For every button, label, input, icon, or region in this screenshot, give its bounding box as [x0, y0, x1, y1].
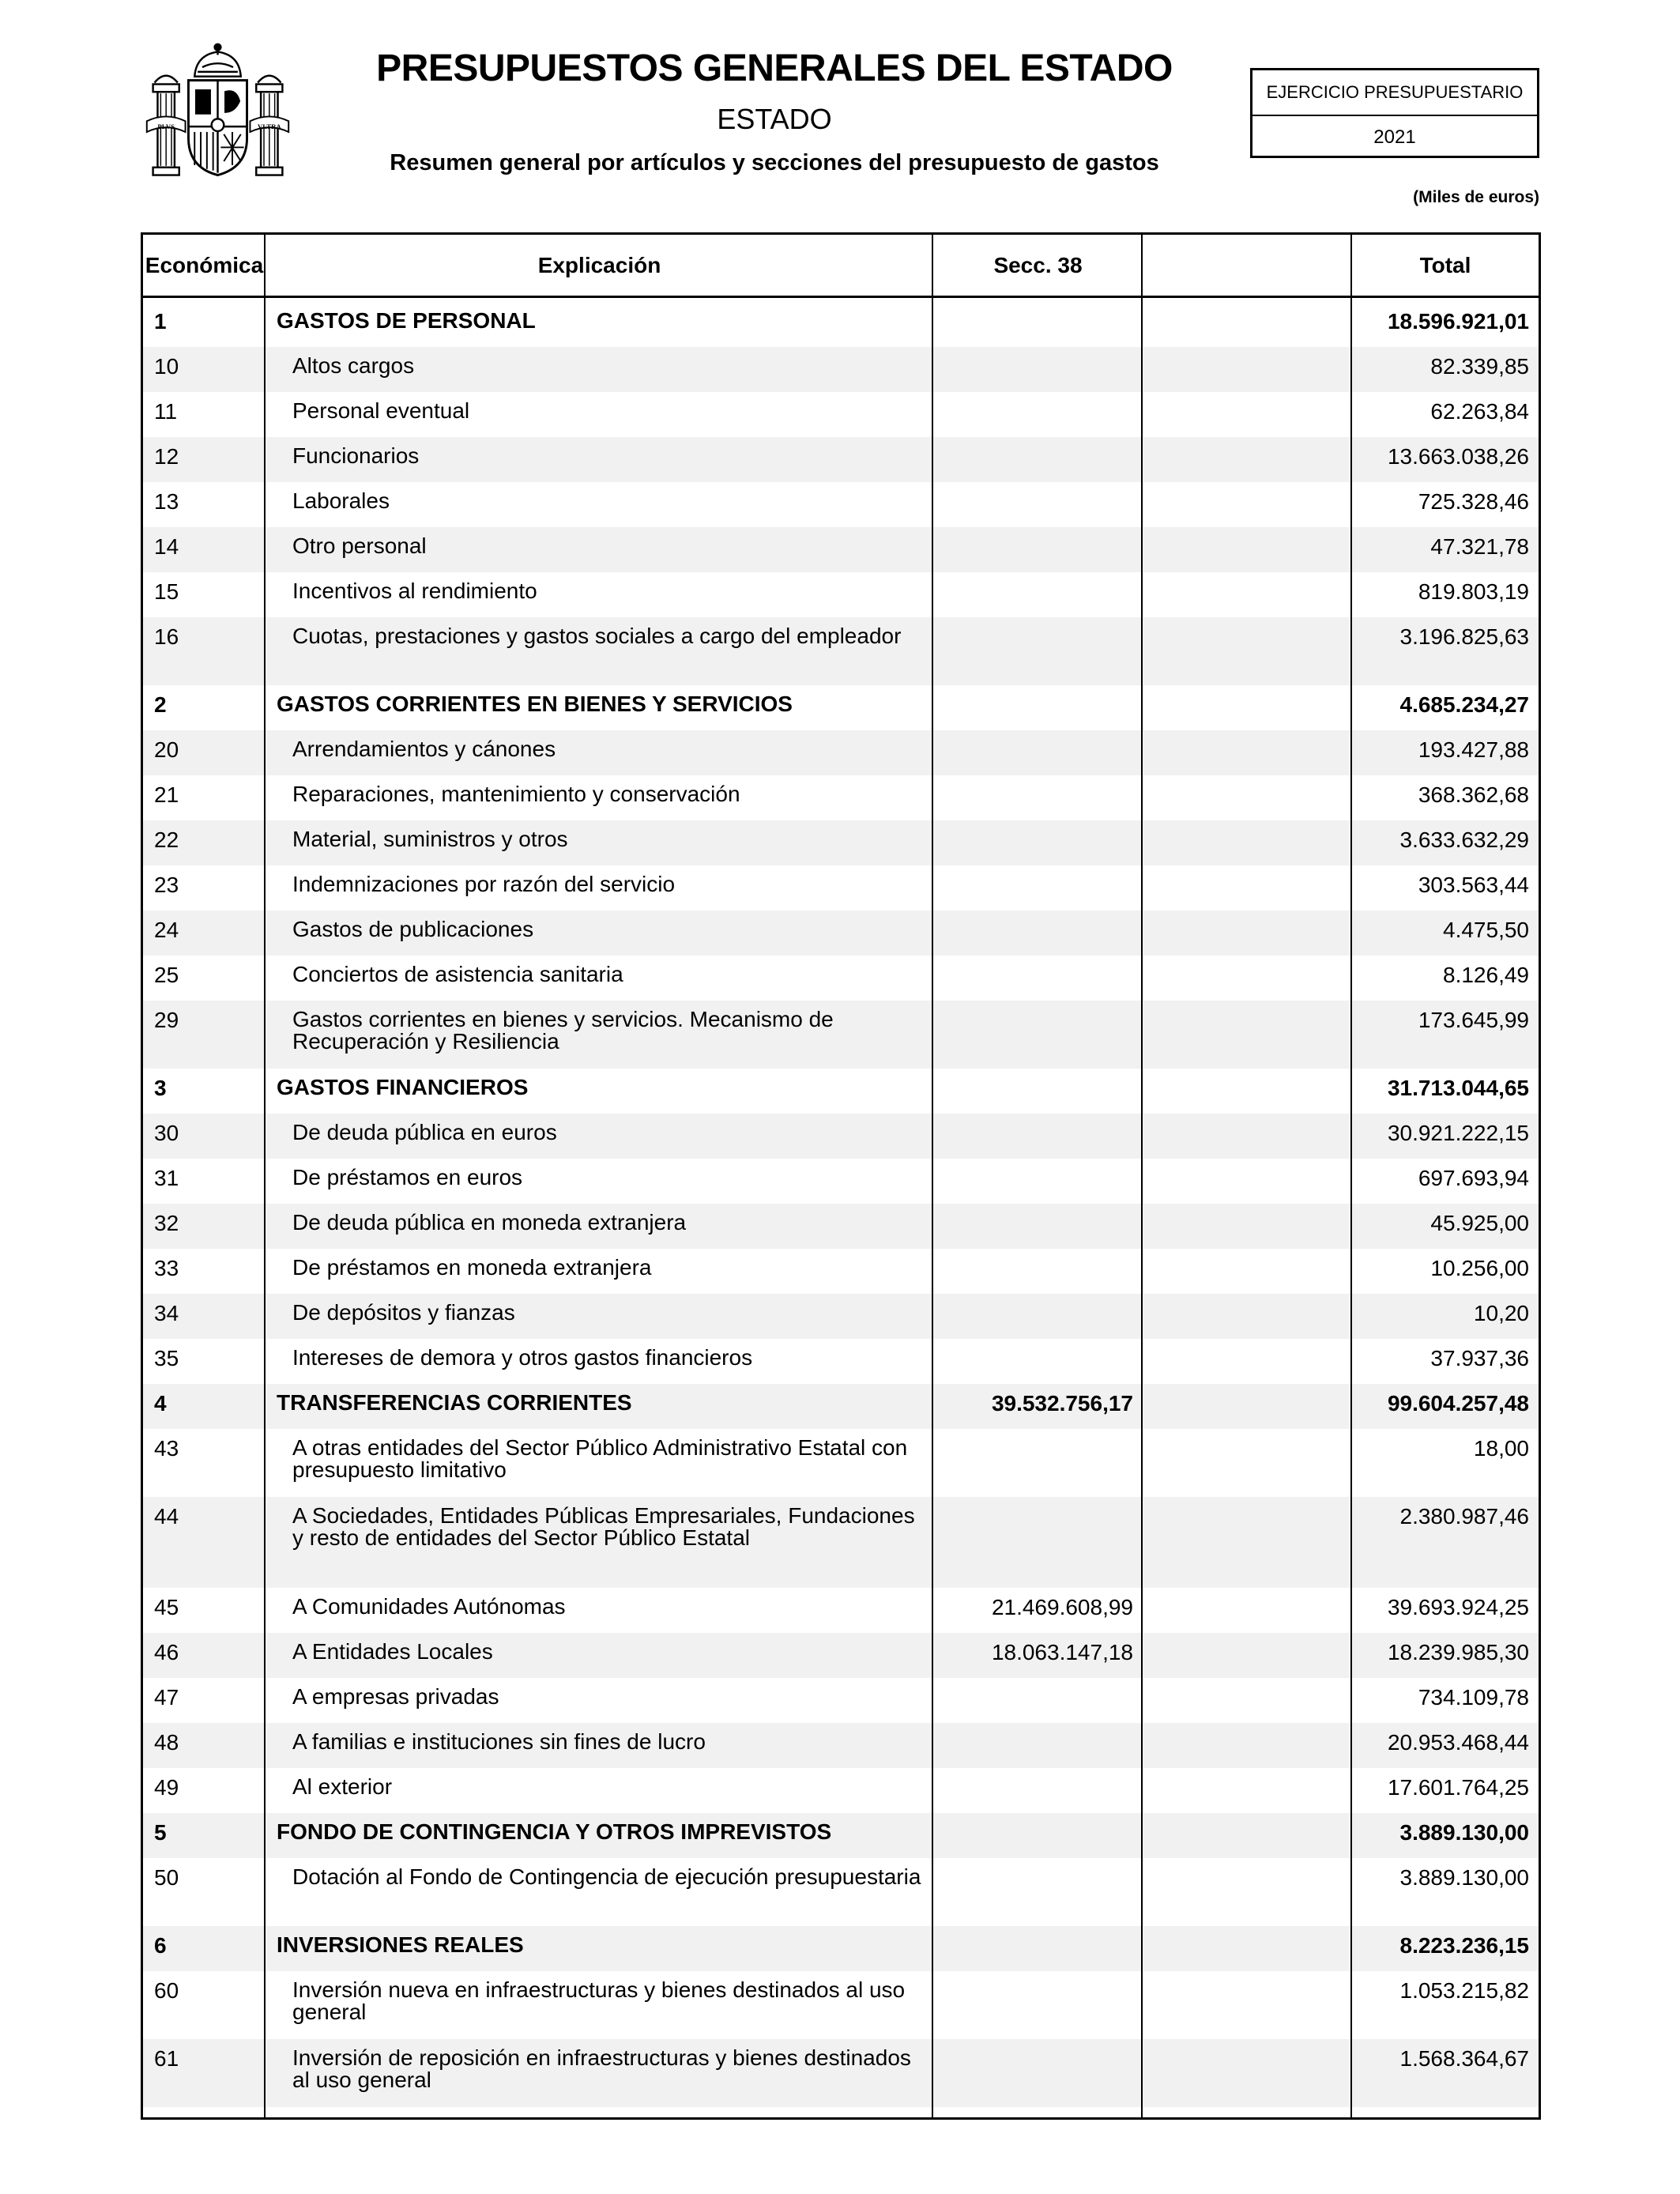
- row-total: 18.596.921,01: [1387, 309, 1529, 334]
- row-explicacion: De deuda pública en moneda extranjera: [292, 1210, 687, 1235]
- row-total: 10,20: [1473, 1301, 1529, 1325]
- row-code: 21: [154, 782, 179, 807]
- row-code: 44: [154, 1504, 179, 1529]
- row-total: 303.563,44: [1418, 873, 1529, 897]
- row-code: 24: [154, 918, 179, 942]
- ejercicio-label: EJERCICIO PRESUPUESTARIO: [1252, 70, 1537, 116]
- row-total: 17.601.764,25: [1387, 1775, 1529, 1800]
- row-code: 49: [154, 1775, 179, 1800]
- table-row-chapter: [143, 1384, 1539, 1429]
- row-explicacion: GASTOS FINANCIEROS: [277, 1075, 529, 1099]
- table-row: [143, 1339, 1539, 1384]
- header-economica: Económica: [145, 253, 264, 277]
- row-code: 45: [154, 1595, 179, 1619]
- row-total: 99.604.257,48: [1387, 1391, 1529, 1416]
- row-total: 2.380.987,46: [1399, 1504, 1529, 1529]
- row-code: 13: [154, 489, 179, 514]
- table-row: [143, 730, 1539, 775]
- row-total: 3.889.130,00: [1399, 1865, 1529, 1890]
- table-row-chapter: [143, 685, 1539, 730]
- row-code: 3: [154, 1076, 167, 1100]
- table-row: [143, 1497, 1539, 1588]
- row-explicacion: A Sociedades, Entidades Públicas Empresariales, Fundaciones y resto de entidades del Sector Público Estatal: [292, 1503, 915, 1550]
- row-total: 20.953.468,44: [1387, 1730, 1529, 1755]
- row-explicacion: Intereses de demora y otros gastos financieros: [292, 1345, 753, 1370]
- row-explicacion: Otro personal: [292, 533, 427, 558]
- table-row: [143, 2039, 1539, 2107]
- row-explicacion: GASTOS CORRIENTES EN BIENES Y SERVICIOS: [277, 692, 793, 716]
- column-divider: [1141, 235, 1143, 2117]
- row-code: 22: [154, 827, 179, 852]
- table-row: [143, 910, 1539, 956]
- row-explicacion: De préstamos en moneda extranjera: [292, 1255, 652, 1280]
- row-total: 4.685.234,27: [1399, 692, 1529, 717]
- row-total: 10.256,00: [1430, 1256, 1529, 1280]
- row-total: 1.053.215,82: [1399, 1978, 1529, 2003]
- row-explicacion: Gastos de publicaciones: [292, 917, 534, 941]
- row-secc: 21.469.608,99: [991, 1595, 1133, 1619]
- table-body: [143, 302, 1539, 2107]
- table-header: [143, 235, 1539, 298]
- table-row: [143, 1768, 1539, 1813]
- row-secc: 18.063.147,18: [991, 1640, 1133, 1664]
- row-total: 819.803,19: [1418, 579, 1529, 604]
- row-code: 32: [154, 1211, 179, 1235]
- row-total: 368.362,68: [1418, 782, 1529, 807]
- row-total: 18.239.985,30: [1387, 1640, 1529, 1664]
- column-divider: [264, 235, 266, 2117]
- row-explicacion: De préstamos en euros: [292, 1165, 523, 1189]
- row-secc: 39.532.756,17: [991, 1391, 1133, 1416]
- row-explicacion: A otras entidades del Sector Público Administrativo Estatal con presupuesto limitativo: [292, 1435, 908, 1482]
- row-code: 50: [154, 1865, 179, 1890]
- row-explicacion: Cuotas, prestaciones y gastos sociales a cargo del empleador: [292, 624, 902, 648]
- row-total: 193.427,88: [1418, 737, 1529, 762]
- units-label: (Miles de euros): [1413, 188, 1539, 206]
- row-total: 39.693.924,25: [1387, 1595, 1529, 1619]
- table-row: [143, 1114, 1539, 1159]
- row-total: 47.321,78: [1430, 534, 1529, 559]
- row-total: 62.263,84: [1430, 399, 1529, 424]
- row-explicacion: Personal eventual: [292, 398, 470, 423]
- table-row: [143, 1971, 1539, 2039]
- row-code: 6: [154, 1933, 167, 1958]
- row-total: 37.937,36: [1430, 1346, 1529, 1370]
- row-code: 12: [154, 444, 179, 469]
- header-explicacion: Explicación: [537, 253, 661, 277]
- table-row: [143, 347, 1539, 392]
- row-code: 43: [154, 1436, 179, 1461]
- table-row: [143, 1633, 1539, 1678]
- row-explicacion: A familias e instituciones sin fines de lucro: [292, 1729, 706, 1754]
- row-code: 1: [154, 309, 167, 334]
- row-total: 1.568.364,67: [1399, 2046, 1529, 2071]
- table-row: [143, 1678, 1539, 1723]
- row-explicacion: A Comunidades Autónomas: [292, 1594, 566, 1619]
- row-total: 697.693,94: [1418, 1166, 1529, 1190]
- table-row: [143, 1001, 1539, 1069]
- row-code: 20: [154, 737, 179, 762]
- row-code: 14: [154, 534, 179, 559]
- row-total: 734.109,78: [1418, 1685, 1529, 1710]
- row-explicacion: A Entidades Locales: [292, 1639, 493, 1664]
- page-subtitle: ESTADO: [717, 103, 832, 135]
- row-code: 47: [154, 1685, 179, 1710]
- table-row-chapter: [143, 302, 1539, 347]
- row-explicacion: TRANSFERENCIAS CORRIENTES: [277, 1390, 632, 1415]
- row-total: 30.921.222,15: [1387, 1121, 1529, 1145]
- row-code: 33: [154, 1256, 179, 1280]
- row-total: 45.925,00: [1430, 1211, 1529, 1235]
- row-explicacion: A empresas privadas: [292, 1684, 499, 1709]
- row-total: 8.126,49: [1443, 963, 1529, 987]
- row-code: 2: [154, 692, 167, 717]
- row-code: 16: [154, 624, 179, 649]
- row-code: 25: [154, 963, 179, 987]
- column-divider: [1350, 235, 1352, 2117]
- row-explicacion: INVERSIONES REALES: [277, 1932, 524, 1957]
- table-row: [143, 1858, 1539, 1926]
- ejercicio-year: 2021: [1373, 126, 1416, 148]
- row-code: 23: [154, 873, 179, 897]
- table-row: [143, 617, 1539, 685]
- table-row: [143, 1429, 1539, 1497]
- table-row: [143, 392, 1539, 437]
- row-explicacion: Reparaciones, mantenimiento y conservación: [292, 782, 740, 806]
- row-explicacion: Gastos corrientes en bienes y servicios. Mecanismo de Recuperación y Resiliencia: [292, 1007, 834, 1054]
- title-block: [332, 46, 1217, 179]
- row-code: 61: [154, 2046, 179, 2071]
- row-explicacion: De depósitos y fianzas: [292, 1300, 515, 1325]
- table-row: [143, 437, 1539, 482]
- row-explicacion: Conciertos de asistencia sanitaria: [292, 962, 623, 986]
- row-explicacion: Funcionarios: [292, 443, 420, 468]
- row-total: 3.196.825,63: [1399, 624, 1529, 649]
- table-row: [143, 820, 1539, 865]
- row-explicacion: Material, suministros y otros: [292, 827, 568, 851]
- emblem-motto-right: VLTRA: [257, 123, 281, 131]
- row-code: 10: [154, 354, 179, 379]
- row-explicacion: Indemnizaciones por razón del servicio: [292, 872, 676, 896]
- row-explicacion: Arrendamientos y cánones: [292, 737, 556, 761]
- row-code: 30: [154, 1121, 179, 1145]
- row-explicacion: GASTOS DE PERSONAL: [277, 308, 536, 333]
- row-total: 173.645,99: [1418, 1008, 1529, 1032]
- header-secc: Secc. 38: [993, 253, 1083, 277]
- row-code: 34: [154, 1301, 179, 1325]
- page-description: Resumen general por artículos y secciones del presupuesto de gastos: [390, 150, 1159, 175]
- row-code: 46: [154, 1640, 179, 1664]
- table-row: [143, 1723, 1539, 1768]
- column-divider: [932, 235, 933, 2117]
- row-explicacion: Incentivos al rendimiento: [292, 579, 537, 603]
- header-total: Total: [1419, 253, 1471, 277]
- table-row: [143, 527, 1539, 572]
- row-code: 60: [154, 1978, 179, 2003]
- row-total: 3.889.130,00: [1399, 1820, 1529, 1845]
- emblem-motto-left: PLVS: [157, 123, 175, 131]
- row-explicacion: De deuda pública en euros: [292, 1120, 557, 1144]
- table-row: [143, 1249, 1539, 1294]
- row-code: 4: [154, 1391, 167, 1416]
- row-total: 31.713.044,65: [1387, 1076, 1529, 1100]
- budget-table: [141, 232, 1541, 2120]
- row-code: 29: [154, 1008, 179, 1032]
- ejercicio-box: [1250, 68, 1539, 158]
- table-row-chapter: [143, 1813, 1539, 1858]
- page-title: PRESUPUESTOS GENERALES DEL ESTADO: [376, 47, 1173, 89]
- row-explicacion: Dotación al Fondo de Contingencia de ejecución presupuestaria: [292, 1864, 921, 1889]
- row-total: 18,00: [1473, 1436, 1529, 1461]
- header-blank: [1143, 235, 1352, 296]
- row-total: 13.663.038,26: [1387, 444, 1529, 469]
- table-row: [143, 775, 1539, 820]
- row-code: 11: [154, 399, 178, 424]
- table-row: [143, 482, 1539, 527]
- row-code: 35: [154, 1346, 179, 1370]
- table-row: [143, 1294, 1539, 1339]
- table-row: [143, 1159, 1539, 1204]
- row-code: 5: [154, 1820, 167, 1845]
- row-code: 31: [154, 1166, 179, 1190]
- row-code: 15: [154, 579, 179, 604]
- table-row: [143, 572, 1539, 617]
- row-explicacion: FONDO DE CONTINGENCIA Y OTROS IMPREVISTOS: [277, 1819, 832, 1844]
- row-total: 4.475,50: [1443, 918, 1529, 942]
- table-row: [143, 1204, 1539, 1249]
- row-explicacion: Al exterior: [292, 1774, 393, 1799]
- table-row: [143, 1588, 1539, 1633]
- row-total: 3.633.632,29: [1399, 827, 1529, 852]
- row-explicacion: Altos cargos: [292, 353, 415, 378]
- coat-of-arms-emblem: [141, 38, 295, 192]
- row-total: 725.328,46: [1418, 489, 1529, 514]
- row-total: 82.339,85: [1430, 354, 1529, 379]
- row-explicacion: Inversión de reposición en infraestructuras y bienes destinados al uso general: [292, 2045, 911, 2092]
- table-row: [143, 956, 1539, 1001]
- row-explicacion: Laborales: [292, 488, 390, 513]
- table-row-chapter: [143, 1926, 1539, 1971]
- table-row-chapter: [143, 1069, 1539, 1114]
- row-total: 8.223.236,15: [1399, 1933, 1529, 1958]
- table-row: [143, 865, 1539, 910]
- row-code: 48: [154, 1730, 179, 1755]
- row-explicacion: Inversión nueva en infraestructuras y bienes destinados al uso general: [292, 1977, 906, 2024]
